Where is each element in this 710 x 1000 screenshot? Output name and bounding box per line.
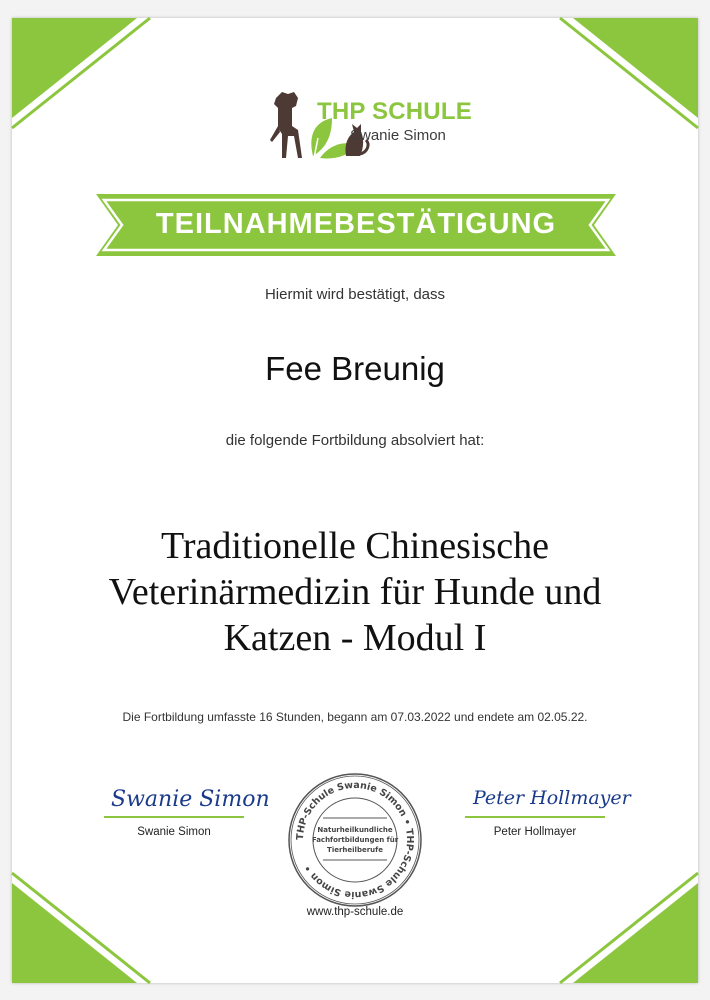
course-details: Die Fortbildung umfasste 16 Stunden, begann am 07.03.2022 und endete am 02.05.22.: [122, 710, 588, 724]
logo-title: THP SCHULE: [317, 98, 472, 125]
svg-text:THP-Schule Swanie Simon • THP-: THP-Schule Swanie Simon • THP-Schule Swanie Simon •: [294, 779, 416, 901]
signer-name-right: Peter Hollmayer: [493, 826, 577, 838]
corner-decoration-bottom-left: [12, 853, 152, 983]
signature-line-left: [104, 816, 244, 818]
recipient-name: Fee Breunig: [265, 350, 445, 387]
certificate-heading: TEILNAHMEBESTÄTIGUNG: [155, 208, 557, 240]
signature-peter-hollmayer: [467, 774, 631, 818]
certificate-page: [12, 18, 698, 983]
signature-swanie-simon: [107, 774, 270, 818]
svg-text:Tierheilberufe: Tierheilberufe: [327, 846, 383, 854]
corner-decoration-top-left: [12, 18, 152, 138]
corner-decoration-bottom-right: [558, 853, 698, 983]
school-seal-stamp: [285, 770, 425, 910]
website-link[interactable]: www.thp-schule.de: [306, 906, 404, 918]
svg-text:Peter Hollmayer: Peter Hollmayer: [473, 787, 631, 809]
signature-line-right: [465, 816, 605, 818]
corner-decoration-top-right: [558, 18, 698, 138]
course-title-line: Traditionelle Chinesische: [160, 525, 550, 567]
intro-text: Hiermit wird bestätigt, dass: [264, 286, 446, 303]
completed-text: die folgende Fortbildung absolviert hat:: [225, 432, 485, 449]
logo-subtitle: Swanie Simon: [350, 127, 446, 144]
svg-text:Naturheilkundliche: Naturheilkundliche: [317, 826, 393, 834]
course-title: [52, 523, 658, 661]
svg-text:Fachfortbildungen für: Fachfortbildungen für: [311, 836, 399, 844]
course-title-line: Veterinärmedizin für Hunde und: [108, 571, 602, 613]
signer-name-left: Swanie Simon: [137, 826, 211, 838]
svg-text:Swanie Simon: Swanie Simon: [111, 787, 270, 812]
course-title-line: Katzen - Modul I: [223, 617, 487, 659]
